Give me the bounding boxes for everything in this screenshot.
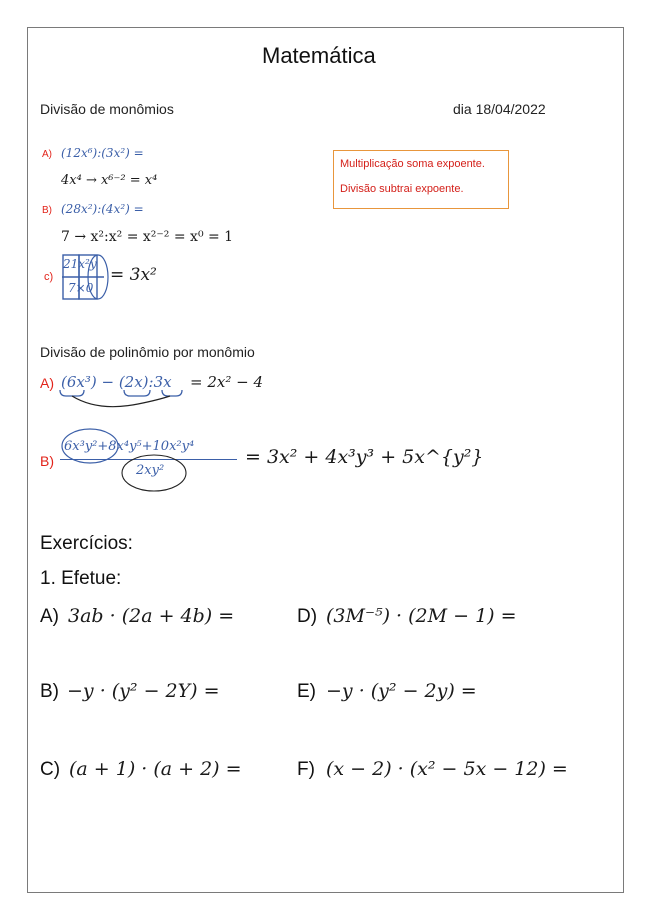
poly-b-circled-terms [46,425,196,495]
poly-a-expression: (6x³) − (2x):3x [61,373,172,391]
exercise-b-label: B) [40,681,59,702]
exercise-a-label: A) [40,606,59,627]
poly-b-denominator: 2xy² [136,463,165,478]
item-a-expression: (12x⁶):(3x²) = [61,146,144,160]
exercise-c-expression: (a + 1) · (a + 2) = [69,758,242,780]
poly-b-numerator: 6x³y²+8x⁴y⁵+10x²y⁴ [64,439,195,454]
exercise-c-label: C) [40,759,61,780]
exercise-d-label: D) [297,606,318,627]
exercise-d-expression: (3M⁻⁵) · (2M − 1) = [326,605,517,627]
poly-b-label: B) [40,453,54,469]
exercise-e-expression: −y · (y² − 2y) = [326,680,477,702]
topic-label: Divisão de monômios [40,101,174,117]
rule-note-multiplication: Multiplicação soma expoente. [340,158,485,170]
item-c-label: c) [44,271,54,283]
item-b-work: 7 → x²:x² = x²⁻² = x⁰ = 1 [61,229,234,245]
date-label: dia 18/04/2022 [453,101,546,117]
item-c-denominator: 7×0 [68,281,94,295]
poly-a-grouping-braces [58,388,188,412]
item-c-result: = 3x² [110,265,157,285]
exercises-subheading: 1. Efetue: [40,568,122,589]
exercises-heading: Exercícios: [40,533,133,554]
exercise-f-label: F) [297,759,315,780]
exercise-e-label: E) [297,681,316,702]
item-b-expression: (28x²):(4x²) = [61,202,144,216]
rule-note-box [333,150,509,209]
poly-a-label: A) [40,375,54,391]
item-c-numerator: 21x²y [63,257,97,271]
exercise-b-expression: −y · (y² − 2Y) = [67,680,220,702]
rule-note-division: Divisão subtrai expoente. [340,183,464,195]
item-b-label: B) [42,205,52,216]
exercise-a-expression: 3ab · (2a + 4b) = [68,605,235,627]
poly-b-result: = 3x² + 4x³y³ + 5x^{y²} [245,446,484,468]
exercise-f-expression: (x − 2) · (x² − 5x − 12) = [326,758,568,780]
item-a-label: A) [42,149,52,160]
page-title: Matemática [262,43,376,68]
poly-a-result: = 2x² − 4 [190,373,264,391]
item-a-work: 4x⁴ → x⁶⁻² = x⁴ [61,173,158,188]
polynomial-heading: Divisão de polinômio por monômio [40,344,255,360]
